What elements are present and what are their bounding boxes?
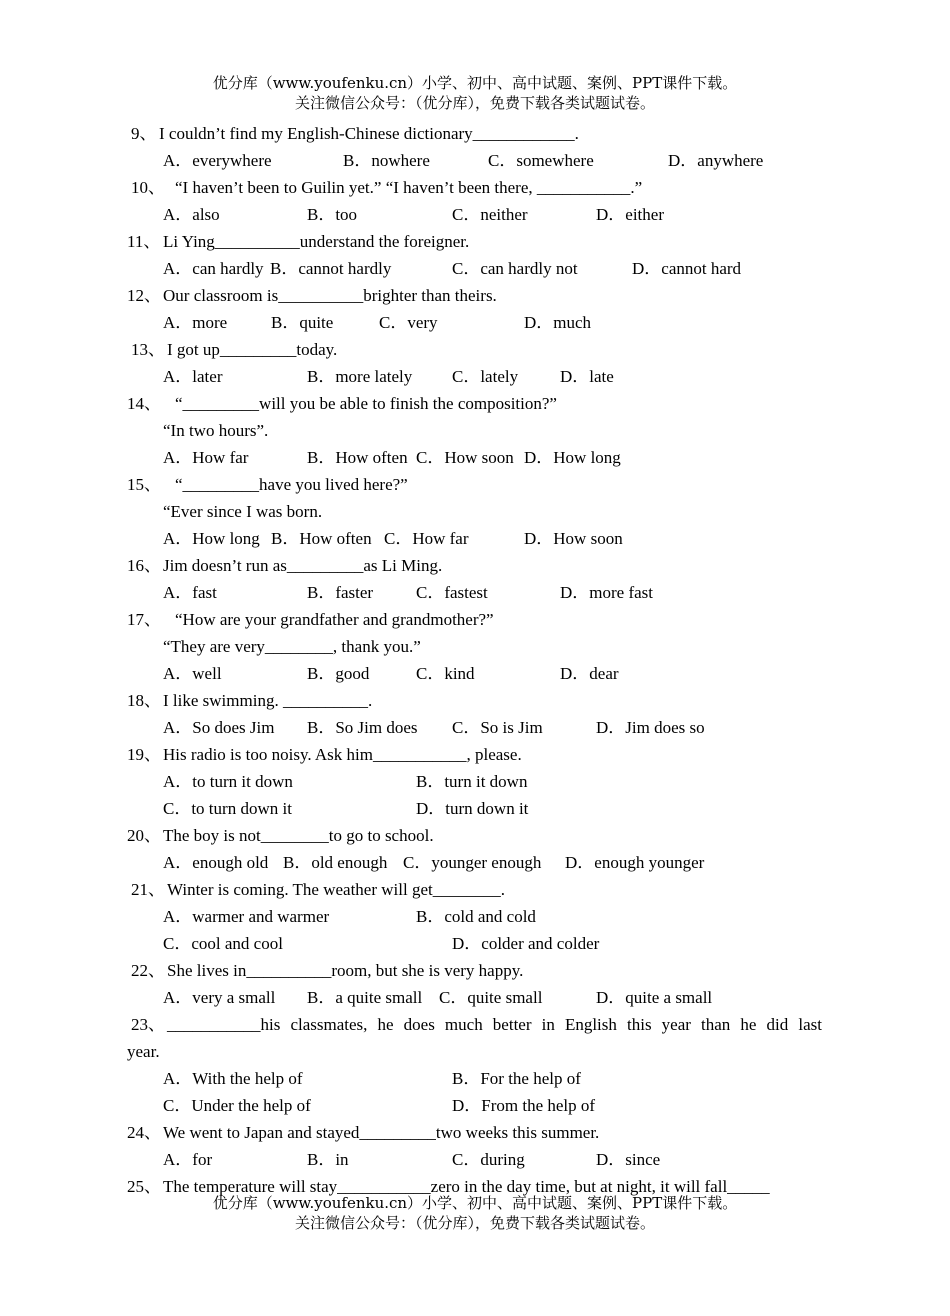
options-9: [0, 147, 950, 174]
option-d[interactable]: D．colder and colder: [452, 934, 600, 953]
option-d[interactable]: D．since: [596, 1150, 661, 1169]
question-stem: We went to Japan and stayed_________two weeks this summer.: [163, 1123, 600, 1142]
question-stem: I got up_________today.: [167, 340, 338, 359]
options-14: [0, 444, 950, 471]
options-13: [0, 363, 950, 390]
footer-banner: [0, 1193, 950, 1233]
question-number: 10、: [131, 178, 165, 197]
option-b[interactable]: B．old enough: [283, 853, 388, 872]
option-b[interactable]: B．too: [307, 205, 358, 224]
question-number: 9、: [131, 124, 157, 143]
option-c[interactable]: C．very: [379, 313, 438, 332]
question-17: [0, 606, 950, 633]
option-c[interactable]: C．kind: [416, 664, 475, 683]
question-24: [0, 1119, 950, 1146]
question-number: 20、: [127, 826, 161, 845]
option-c[interactable]: C．fastest: [416, 583, 488, 602]
question-stem: Our classroom is__________brighter than theirs.: [163, 286, 497, 305]
question-number: 22、: [131, 961, 165, 980]
option-d[interactable]: D．How soon: [524, 529, 623, 548]
option-b[interactable]: B．more lately: [307, 367, 413, 386]
option-c[interactable]: C．younger enough: [403, 853, 542, 872]
option-d[interactable]: D．turn down it: [416, 799, 529, 818]
option-d[interactable]: D．more fast: [560, 583, 654, 602]
option-a[interactable]: A．more: [163, 313, 228, 332]
question-16: [0, 552, 950, 579]
question-stem-line-2: “They are very________, thank you.”: [163, 637, 421, 656]
option-b[interactable]: B．For the help of: [452, 1069, 581, 1088]
options-17: [0, 660, 950, 687]
option-d[interactable]: D．Jim does so: [596, 718, 705, 737]
question-stem: The temperature will stay___________zero in the day time, but at night, it will fall_____: [163, 1177, 770, 1196]
question-list: [0, 120, 950, 1200]
option-c[interactable]: C．neither: [452, 205, 528, 224]
options-22: [0, 984, 950, 1011]
question-number: 18、: [127, 691, 161, 710]
question-11: [0, 228, 950, 255]
question-number: 11、: [127, 232, 161, 251]
question-stem: His radio is too noisy. Ask him___________, please.: [163, 745, 522, 764]
option-a[interactable]: A．everywhere: [163, 151, 272, 170]
question-number: 17、: [127, 610, 161, 629]
question-12: [0, 282, 950, 309]
option-b[interactable]: B．cold and cold: [416, 907, 536, 926]
question-21: [0, 876, 950, 903]
option-d[interactable]: D．enough younger: [565, 853, 705, 872]
option-c[interactable]: C．during: [452, 1150, 525, 1169]
options-11: [0, 255, 950, 282]
option-b[interactable]: B．faster: [307, 583, 374, 602]
question-14-answer: [0, 417, 950, 444]
question-stem: I couldn’t find my English-Chinese dictionary____________.: [159, 124, 579, 143]
option-c[interactable]: C．How far: [384, 529, 469, 548]
question-number: 24、: [127, 1123, 161, 1142]
options-23-cd: [0, 1092, 950, 1119]
option-a[interactable]: A．How far: [163, 448, 249, 467]
options-16: [0, 579, 950, 606]
option-a[interactable]: A．How long: [163, 529, 260, 548]
option-c[interactable]: C．to turn down it: [163, 799, 292, 818]
option-c[interactable]: C．quite small: [439, 988, 543, 1007]
option-a[interactable]: A．So does Jim: [163, 718, 275, 737]
question-number: 25、: [127, 1177, 161, 1196]
option-a[interactable]: A．well: [163, 664, 222, 683]
option-c[interactable]: C．So is Jim: [452, 718, 543, 737]
question-number: 16、: [127, 556, 161, 575]
question-stem-line-2: year.: [127, 1042, 160, 1061]
question-stem: “_________have you lived here?”: [175, 475, 408, 494]
option-a[interactable]: A．also: [163, 205, 220, 224]
question-stem: She lives in__________room, but she is very happy.: [167, 961, 524, 980]
options-24: [0, 1146, 950, 1173]
option-d[interactable]: D．cannot hard: [632, 259, 742, 278]
options-12: [0, 309, 950, 336]
question-stem: “How are your grandfather and grandmother?”: [175, 610, 494, 629]
option-c[interactable]: C．Under the help of: [163, 1096, 311, 1115]
option-a[interactable]: A．With the help of: [163, 1069, 303, 1088]
question-stem-line-2: “Ever since I was born.: [163, 502, 323, 521]
options-18: [0, 714, 950, 741]
option-b[interactable]: B．So Jim does: [307, 718, 418, 737]
question-17-answer: [0, 633, 950, 660]
option-b[interactable]: B．How often: [307, 448, 408, 467]
options-20: [0, 849, 950, 876]
option-c[interactable]: C．cool and cool: [163, 934, 283, 953]
question-15-answer: [0, 498, 950, 525]
options-21-cd: [0, 930, 950, 957]
option-a[interactable]: A．for: [163, 1150, 213, 1169]
option-a[interactable]: A．fast: [163, 583, 217, 602]
question-9: [0, 120, 950, 147]
option-b[interactable]: B．a quite small: [307, 988, 423, 1007]
option-b[interactable]: B．quite: [271, 313, 334, 332]
question-number: 23、: [131, 1015, 165, 1034]
question-13: [0, 336, 950, 363]
option-a[interactable]: A．later: [163, 367, 223, 386]
question-22: [0, 957, 950, 984]
header-line-2: 关注微信公众号：（优分库），免费下载各类试题试卷。: [294, 94, 655, 112]
options-23-ab: [0, 1065, 950, 1092]
question-stem: “_________will you be able to finish the composition?”: [175, 394, 557, 413]
option-b[interactable]: B．How often: [271, 529, 372, 548]
question-number: 12、: [127, 286, 161, 305]
option-b[interactable]: B．cannot hardly: [270, 259, 392, 278]
option-a[interactable]: A．can hardly: [163, 259, 264, 278]
question-19: [0, 741, 950, 768]
question-14: [0, 390, 950, 417]
question-stem: “I haven’t been to Guilin yet.” “I haven’t been there, ___________.”: [175, 178, 643, 197]
option-d[interactable]: D．How long: [524, 448, 621, 467]
option-d[interactable]: D．either: [596, 205, 664, 224]
question-number: 13、: [131, 340, 165, 359]
option-d[interactable]: D．much: [524, 313, 592, 332]
question-number: 15、: [127, 475, 161, 494]
question-23: [0, 1011, 950, 1038]
option-d[interactable]: D．quite a small: [596, 988, 713, 1007]
question-10: [0, 174, 950, 201]
footer-line-2: 关注微信公众号：（优分库），免费下载各类试题试卷。: [294, 1214, 655, 1232]
header-line-1: 优分库（www.youfenku.cn）小学、初中、高中试题、案例、PPT课件下载。: [212, 74, 738, 92]
question-number: 14、: [127, 394, 161, 413]
option-b[interactable]: B．in: [307, 1150, 349, 1169]
option-c[interactable]: C．How soon: [416, 448, 514, 467]
question-number: 21、: [131, 880, 165, 899]
option-d[interactable]: D．dear: [560, 664, 619, 683]
footer-line-1: 优分库（www.youfenku.cn）小学、初中、高中试题、案例、PPT课件下载。: [212, 1194, 738, 1212]
question-stem-line-2: “In two hours”.: [163, 421, 269, 440]
question-stem: Li Ying__________understand the foreigner.: [163, 232, 470, 251]
question-18: [0, 687, 950, 714]
question-15: [0, 471, 950, 498]
question-23-cont: [0, 1038, 950, 1065]
option-d[interactable]: D．anywhere: [668, 151, 764, 170]
options-21-ab: [0, 903, 950, 930]
question-number: 19、: [127, 745, 161, 764]
options-10: [0, 201, 950, 228]
option-b[interactable]: B．good: [307, 664, 370, 683]
option-a[interactable]: A．warmer and warmer: [163, 907, 330, 926]
option-a[interactable]: A．very a small: [163, 988, 276, 1007]
question-20: [0, 822, 950, 849]
option-c[interactable]: C．lately: [452, 367, 519, 386]
options-15: [0, 525, 950, 552]
option-b[interactable]: B．nowhere: [343, 151, 430, 170]
header-banner: [0, 73, 950, 113]
question-stem: Jim doesn’t run as_________as Li Ming.: [163, 556, 443, 575]
option-c[interactable]: C．somewhere: [488, 151, 594, 170]
question-stem: The boy is not________to go to school.: [163, 826, 434, 845]
option-a[interactable]: A．enough old: [163, 853, 269, 872]
option-a[interactable]: A．to turn it down: [163, 772, 293, 791]
option-b[interactable]: B．turn it down: [416, 772, 528, 791]
question-stem: I like swimming. __________.: [163, 691, 373, 710]
option-d[interactable]: D．From the help of: [452, 1096, 596, 1115]
options-19-cd: [0, 795, 950, 822]
option-d[interactable]: D．late: [560, 367, 614, 386]
question-stem: Winter is coming. The weather will get________.: [167, 880, 505, 899]
options-19-ab: [0, 768, 950, 795]
option-c[interactable]: C．can hardly not: [452, 259, 578, 278]
question-stem: ___________his classmates, he does much better in English this year than he did last: [167, 1015, 822, 1034]
